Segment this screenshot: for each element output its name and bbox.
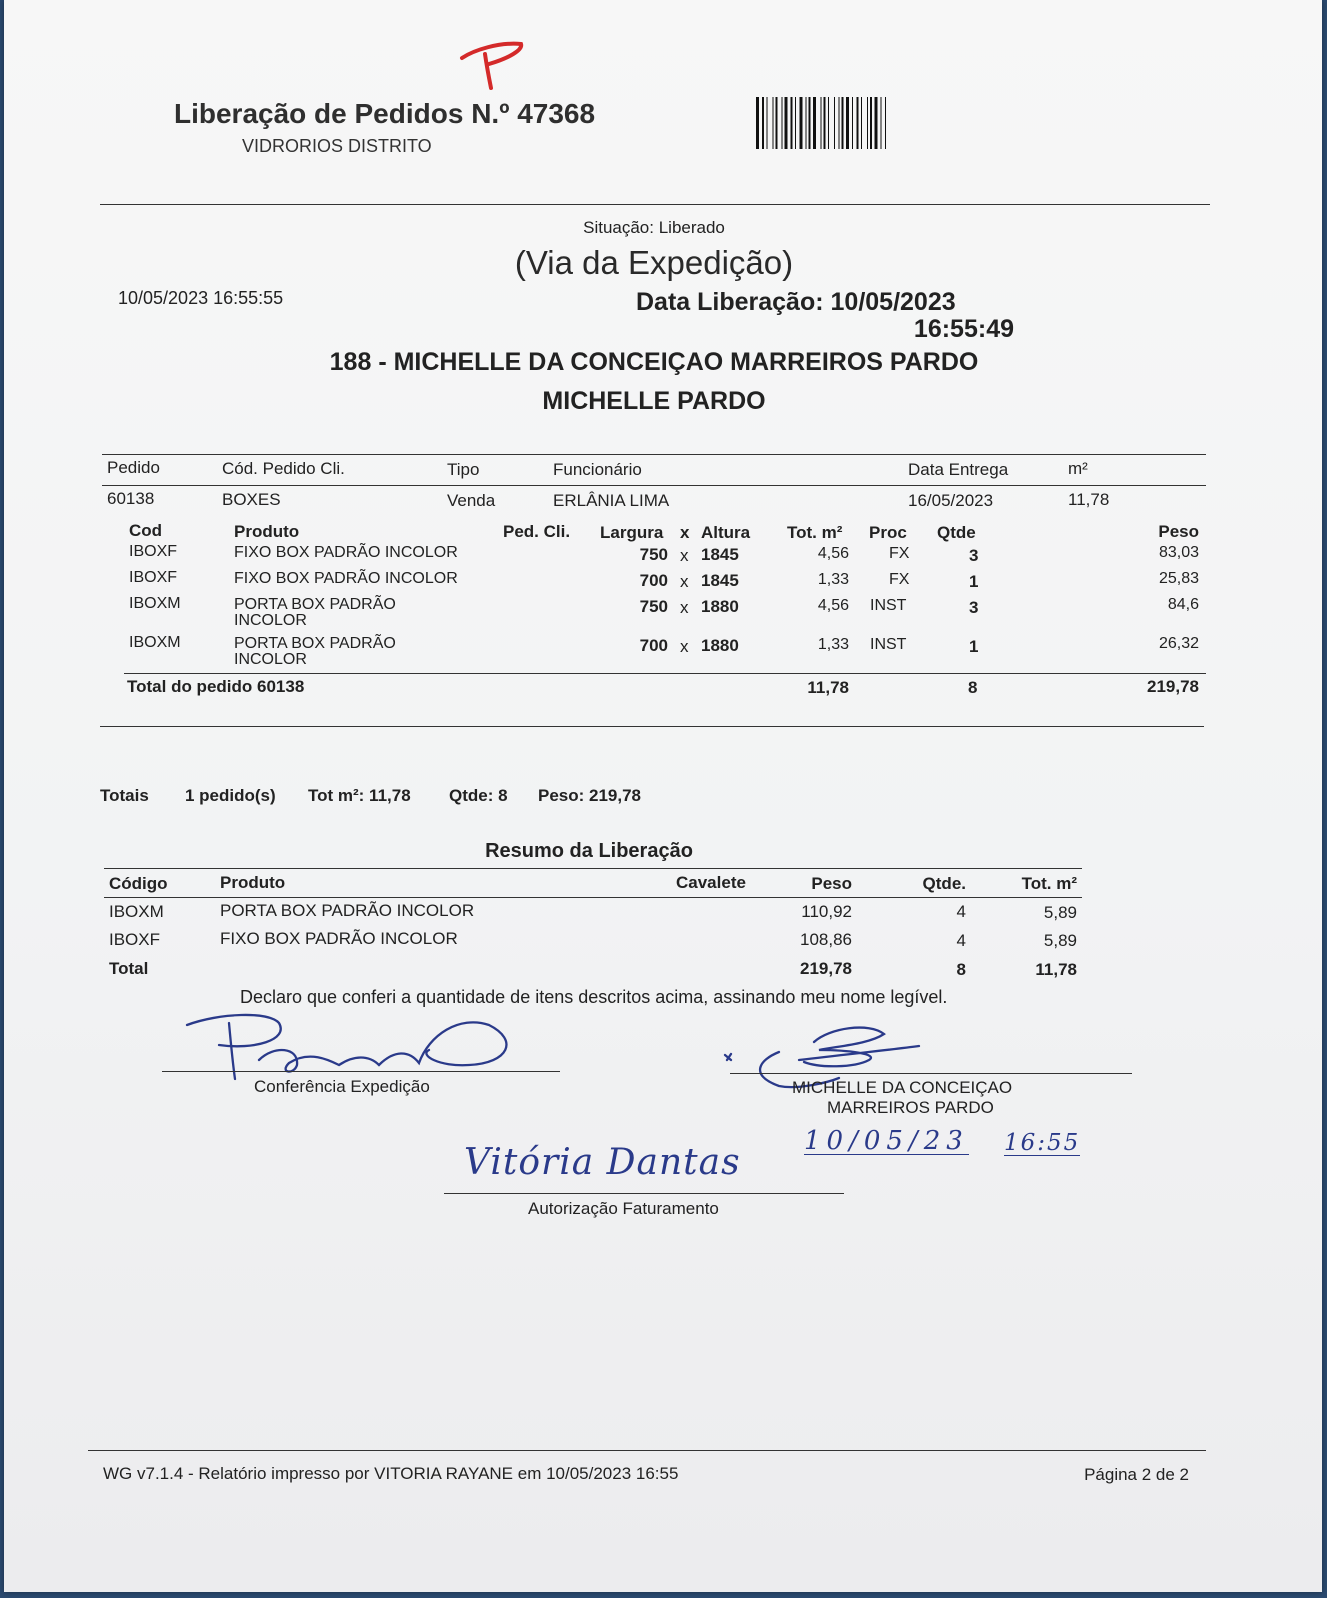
- barcode-bar: [773, 97, 774, 149]
- item-tot-m2: 1,33: [817, 571, 849, 588]
- company-name: VIDRORIOS DISTRITO: [242, 136, 432, 156]
- item-cod: IBOXF: [129, 569, 178, 586]
- signature-label-autorizacao: Autorização Faturamento: [528, 1199, 719, 1218]
- item-cod: IBOXM: [129, 634, 181, 651]
- handwritten-p-mark: [459, 38, 529, 93]
- item-largura: 750: [639, 597, 668, 616]
- order-m2: 11,78: [1068, 490, 1110, 509]
- summary-col-codigo: Código: [109, 874, 168, 893]
- items-col-altura: Altura: [701, 523, 751, 542]
- order-total-peso: 219,78: [1147, 677, 1199, 696]
- item-tot-m2: 4,56: [817, 545, 849, 562]
- items-col-x: x: [680, 523, 690, 542]
- order-pedido: 60138: [107, 489, 155, 508]
- summary-qtde: 4: [956, 902, 966, 921]
- item-x: x: [680, 572, 689, 591]
- totals-label: Totais: [100, 786, 149, 805]
- client-name: 188 - MICHELLE DA CONCEIÇAO MARREIROS PARDO: [329, 348, 979, 376]
- items-col-tot-m2: Tot. m²: [787, 523, 843, 542]
- order-tipo: Venda: [447, 491, 496, 510]
- summary-total-tot-m2: 11,78: [1035, 960, 1077, 979]
- col-tipo: Tipo: [447, 460, 480, 479]
- item-produto-cont: INCOLOR: [234, 612, 307, 629]
- order-data-entrega: 16/05/2023: [908, 491, 994, 510]
- release-time: 16:55:49: [913, 315, 1014, 343]
- via-title: (Via da Expedição): [514, 244, 794, 281]
- item-proc: FX: [889, 545, 910, 562]
- col-data-entrega: Data Entrega: [908, 460, 1009, 479]
- summary-title: Resumo da Liberação: [485, 840, 693, 862]
- item-peso: 83,03: [1158, 544, 1199, 561]
- summary-produto: PORTA BOX PADRÃO INCOLOR: [220, 901, 475, 920]
- items-col-ped-cli: Ped. Cli.: [503, 522, 571, 541]
- order-total-qtde: 8: [968, 678, 978, 697]
- barcode-bar: [767, 97, 768, 149]
- barcode-bar: [885, 97, 886, 149]
- barcode-bar: [821, 97, 822, 149]
- divider: [102, 454, 1206, 455]
- signature-label-client: MICHELLE DA CONCEIÇAO: [792, 1078, 1013, 1097]
- barcode-bar: [762, 97, 764, 149]
- items-col-peso: Peso: [1158, 522, 1199, 541]
- items-col-largura: Largura: [600, 523, 664, 542]
- divider: [104, 897, 1082, 898]
- totals-tot-m2: Tot m²: 11,78: [308, 786, 411, 805]
- barcode-bar: [813, 97, 816, 149]
- barcode-bar: [785, 97, 788, 149]
- item-produto: FIXO BOX PADRÃO INCOLOR: [234, 570, 458, 587]
- barcode-bar: [756, 97, 759, 149]
- item-produto-cont: INCOLOR: [234, 651, 307, 668]
- barcode-bar: [846, 97, 849, 149]
- item-cod: IBOXM: [129, 595, 181, 612]
- signature-line: [162, 1071, 560, 1072]
- handwritten-date: 10/05/23: [804, 1126, 969, 1156]
- divider: [104, 868, 1082, 869]
- item-proc: INST: [870, 597, 907, 614]
- document-page: [4, 0, 1322, 1592]
- barcode-bar: [842, 97, 844, 149]
- col-cod-pedido-cli: Cód. Pedido Cli.: [222, 459, 345, 478]
- barcode-bar: [828, 97, 829, 149]
- summary-col-peso: Peso: [811, 874, 852, 893]
- order-total-m2: 11,78: [807, 678, 849, 697]
- item-qtde: 3: [969, 546, 979, 565]
- items-col-cod: Cod: [129, 521, 163, 540]
- summary-total-peso: 219,78: [800, 959, 852, 978]
- item-qtde: 1: [969, 637, 979, 656]
- barcode-bar: [824, 97, 826, 149]
- divider: [100, 204, 1210, 205]
- summary-total-qtde: 8: [956, 960, 966, 979]
- item-x: x: [680, 637, 689, 656]
- barcode-bar: [782, 97, 783, 149]
- item-qtde: 1: [969, 572, 979, 591]
- barcode-bar: [839, 97, 840, 149]
- col-pedido: Pedido: [107, 458, 160, 477]
- footer-page-number: Página 2 de 2: [1084, 1465, 1189, 1484]
- signature-line: [444, 1193, 844, 1194]
- item-peso: 25,83: [1158, 570, 1199, 587]
- signature-conferencia: [179, 1005, 524, 1085]
- item-altura: 1845: [701, 545, 739, 564]
- item-tot-m2: 4,56: [817, 597, 849, 614]
- barcode-bar: [776, 97, 778, 149]
- signature-autorizacao: Vitória Dantas: [464, 1142, 741, 1183]
- col-m2: m²: [1068, 459, 1088, 478]
- summary-peso: 110,92: [801, 902, 852, 921]
- divider: [102, 485, 1206, 486]
- declaration-text: Declaro que conferi a quantidade de itens descritos acima, assinando meu nome legível.: [240, 987, 948, 1007]
- barcode-bar: [861, 97, 862, 149]
- item-largura: 700: [639, 636, 668, 655]
- totals-pedidos: 1 pedido(s): [185, 786, 276, 805]
- barcode-bar: [881, 97, 882, 149]
- barcode-bar: [857, 97, 859, 149]
- signature-label-client-cont: MARREIROS PARDO: [827, 1098, 994, 1117]
- status-text: Situação: Liberado: [583, 218, 725, 237]
- order-total-label: Total do pedido 60138: [127, 677, 305, 696]
- print-datetime: 10/05/2023 16:55:55: [118, 288, 284, 308]
- summary-peso: 108,86: [800, 930, 852, 949]
- item-largura: 750: [639, 545, 668, 564]
- footer-printed-by: WG v7.1.4 - Relatório impresso por VITORIA RAYANE em 10/05/2023 16:55: [103, 1464, 679, 1483]
- barcode-bar: [800, 97, 803, 149]
- order-funcionario: ERLÂNIA LIMA: [553, 491, 670, 510]
- summary-codigo: IBOXF: [109, 930, 161, 949]
- item-qtde: 3: [969, 598, 979, 617]
- summary-col-produto: Produto: [220, 873, 286, 892]
- items-col-qtde: Qtde: [937, 523, 976, 542]
- order-cod-pedido-cli: BOXES: [222, 490, 281, 509]
- document-title: Liberação de Pedidos N.º 47368: [174, 98, 596, 129]
- summary-codigo: IBOXM: [109, 902, 164, 921]
- item-altura: 1845: [701, 571, 739, 590]
- items-col-proc: Proc: [869, 523, 907, 542]
- handwritten-time: 16:55: [1004, 1130, 1081, 1156]
- signature-line: [730, 1073, 1132, 1074]
- barcode-bar: [806, 97, 807, 149]
- item-proc: FX: [889, 571, 910, 588]
- item-largura: 700: [639, 571, 668, 590]
- item-peso: 84,6: [1167, 596, 1199, 613]
- signature-label-conferencia: Conferência Expedição: [254, 1077, 430, 1096]
- barcode-bar: [791, 97, 793, 149]
- barcode-bar: [875, 97, 878, 149]
- item-altura: 1880: [701, 597, 739, 616]
- divider: [88, 1450, 1206, 1451]
- barcode-bar: [870, 97, 872, 149]
- items-col-produto: Produto: [234, 522, 300, 541]
- item-altura: 1880: [701, 636, 739, 655]
- divider: [124, 673, 1206, 674]
- summary-col-tot-m2: Tot. m²: [1021, 874, 1077, 893]
- divider: [100, 726, 1204, 727]
- item-produto: FIXO BOX PADRÃO INCOLOR: [234, 544, 458, 561]
- summary-produto: FIXO BOX PADRÃO INCOLOR: [220, 929, 458, 948]
- summary-col-cavalete: Cavalete: [676, 873, 746, 892]
- summary-col-qtde: Qtde.: [922, 874, 966, 893]
- client-short-name: MICHELLE PARDO: [542, 387, 766, 415]
- item-cod: IBOXF: [129, 543, 178, 560]
- item-produto: PORTA BOX PADRÃO: [234, 596, 396, 613]
- item-tot-m2: 1,33: [817, 636, 849, 653]
- summary-total-label: Total: [109, 959, 149, 978]
- item-produto: PORTA BOX PADRÃO: [234, 635, 396, 652]
- item-proc: INST: [870, 636, 907, 653]
- item-x: x: [680, 598, 689, 617]
- totals-qtde: Qtde: 8: [449, 786, 508, 805]
- summary-tot-m2: 5,89: [1043, 931, 1077, 950]
- summary-qtde: 4: [956, 931, 966, 950]
- barcode-bar: [852, 97, 853, 149]
- totals-peso: Peso: 219,78: [538, 786, 642, 805]
- item-x: x: [680, 546, 689, 565]
- item-peso: 26,32: [1158, 635, 1199, 652]
- barcode-bar: [867, 97, 868, 149]
- barcode-bar: [834, 97, 835, 149]
- col-funcionario: Funcionário: [553, 460, 642, 479]
- barcode: [756, 97, 954, 149]
- barcode-bar: [809, 97, 811, 149]
- summary-tot-m2: 5,89: [1043, 903, 1077, 922]
- barcode-bar: [795, 97, 796, 149]
- release-date: Data Liberação: 10/05/2023: [636, 288, 956, 316]
